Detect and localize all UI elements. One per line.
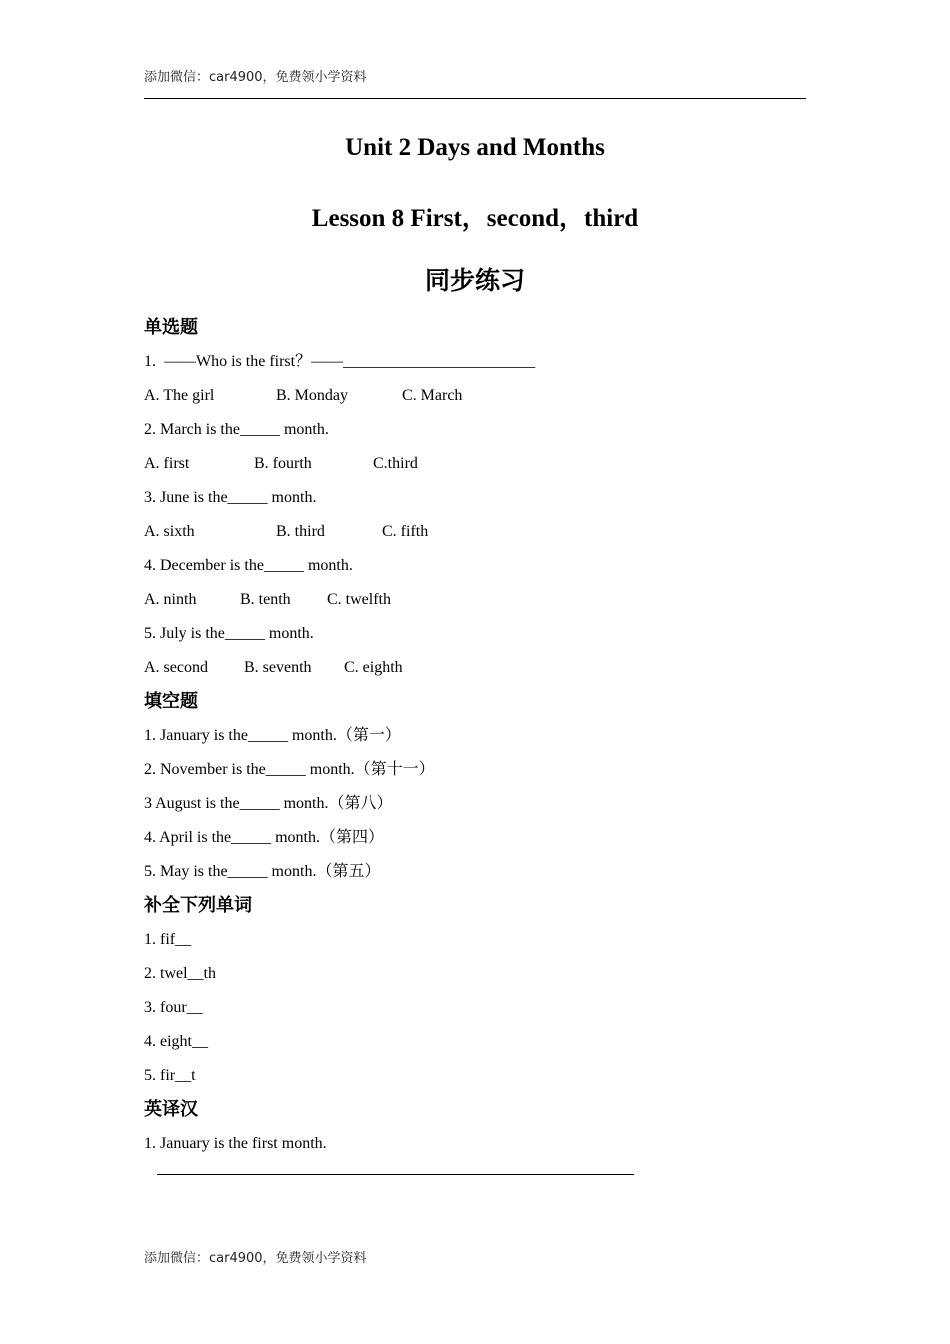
complete-item: 1. fif__ [144,931,192,948]
option-c: C. eighth [344,659,403,676]
fill-item: 5. May is the_____ month.（第五） [144,863,381,880]
unit-title: Unit 2 Days and Months [345,134,605,161]
lesson-title: Lesson 8 First，second，third [311,205,639,232]
header-note: 添加微信：car4900，免费领小学资料 [144,70,367,85]
complete-item: 3. four__ [144,999,203,1016]
option-b: B. Monday [276,387,348,404]
practice-title: 同步练习 [424,266,525,295]
fill-item: 3 August is the_____ month.（第八） [144,795,393,812]
complete-item: 4. eight__ [144,1033,208,1050]
complete-item: 5. fir__t [144,1067,196,1084]
fill-item: 2. November is the_____ month.（第十一） [144,761,435,778]
answer-underline [157,1174,634,1175]
question-text: 3. June is the_____ month. [144,489,317,506]
footer-note: 添加微信：car4900，免费领小学资料 [144,1251,367,1266]
option-a: A. sixth [144,523,195,540]
option-b: B. seventh [244,659,312,676]
option-c: C.third [373,455,418,472]
question-text: 1. ——Who is the first？——________________________ [144,353,536,370]
section-heading-complete: 补全下列单词 [144,895,252,916]
section-heading-fill: 填空题 [144,691,198,712]
section-heading-translate: 英译汉 [144,1099,198,1120]
worksheet-body [144,314,806,1175]
option-a: A. second [144,659,208,676]
question-text: 2. March is the_____ month. [144,421,329,438]
option-b: B. third [276,523,325,540]
option-row [144,518,806,552]
translate-item: 1. January is the first month. [144,1135,327,1152]
option-b: B. tenth [240,591,291,608]
fill-item: 4. April is the_____ month.（第四） [144,829,385,846]
section-heading-choice: 单选题 [144,317,198,338]
option-c: C. fifth [382,523,429,540]
option-row [144,450,806,484]
option-row [144,654,806,688]
option-a: A. ninth [144,591,197,608]
complete-item: 2. twel__th [144,965,216,982]
header-divider [144,98,806,99]
question-text: 4. December is the_____ month. [144,557,353,574]
question-text: 5. July is the_____ month. [144,625,314,642]
option-c: C. twelfth [327,591,391,608]
option-c: C. March [402,387,463,404]
option-row [144,382,806,416]
option-a: A. first [144,455,190,472]
option-row [144,586,806,620]
option-b: B. fourth [254,455,312,472]
fill-item: 1. January is the_____ month.（第一） [144,727,401,744]
option-a: A. The girl [144,387,215,404]
